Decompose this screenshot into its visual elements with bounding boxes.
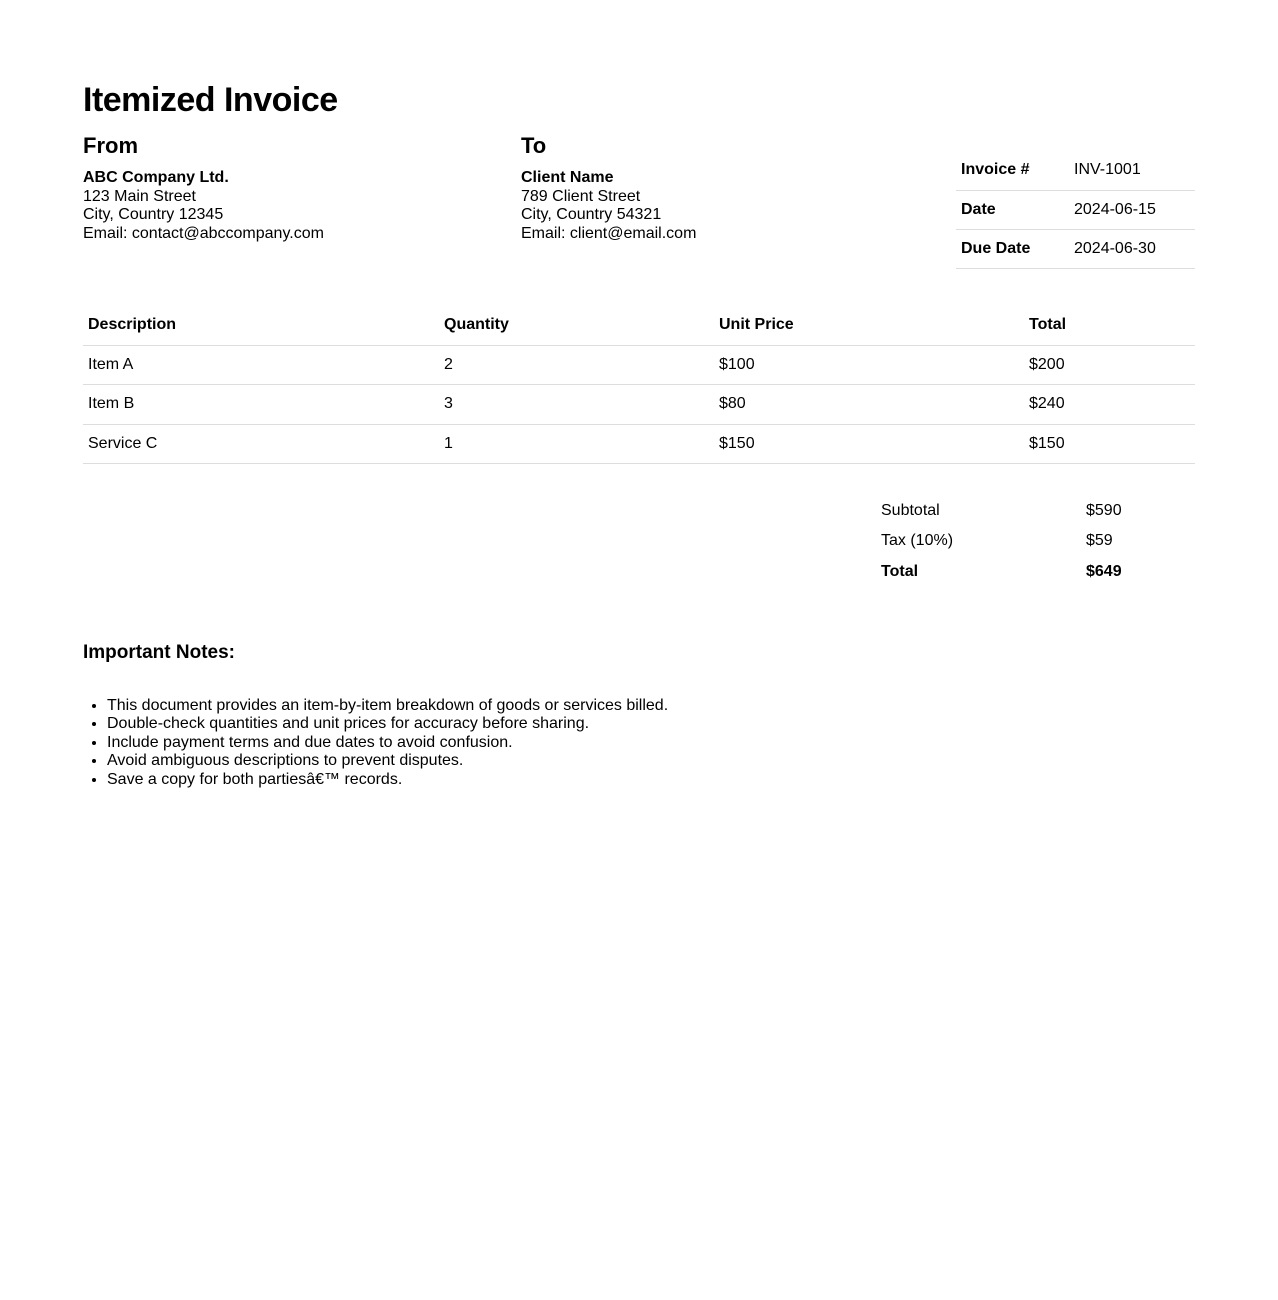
summary-row-subtotal: [876, 496, 1195, 526]
col-header-quantity: Quantity: [439, 306, 714, 345]
notes-heading: Important Notes:: [83, 642, 235, 664]
list-item: • This document provides an item-by-item breakdown of goods or services billed.: [107, 697, 1195, 715]
item-description: Service C: [83, 424, 439, 463]
header-row: [83, 306, 1195, 345]
to-city: City, Country 54321: [521, 206, 662, 224]
date-value: 2024-06-15: [1074, 200, 1156, 218]
table-row: [83, 345, 1195, 384]
from-address-block: [83, 169, 521, 243]
tax-value: $59: [1086, 532, 1113, 550]
item-quantity: 1: [439, 424, 714, 463]
meta-row-date: [956, 191, 1195, 230]
parties-section: [83, 133, 1195, 269]
from-heading: From: [83, 133, 138, 159]
list-item: • Double-check quantities and unit prices for accuracy before sharing.: [107, 715, 1195, 733]
to-client-name: Client Name: [521, 169, 614, 187]
summary-row-total: [876, 557, 1195, 587]
subtotal-value: $590: [1086, 501, 1122, 519]
subtotal-label: Subtotal: [881, 501, 940, 519]
due-date-value: 2024-06-30: [1074, 239, 1156, 257]
meta-row-due-date: [956, 230, 1195, 269]
tax-label: Tax (10%): [881, 532, 954, 550]
grand-total-value: $649: [1086, 562, 1122, 580]
col-header-unit-price: Unit Price: [714, 306, 1024, 345]
invoice-number-value: INV-1001: [1074, 161, 1141, 179]
meta-row-invoice-number: [956, 151, 1195, 190]
from-company-name: ABC Company Ltd.: [83, 169, 229, 187]
item-total: $200: [1024, 345, 1195, 384]
item-unit-price: $80: [714, 385, 1024, 424]
items-table: [83, 306, 1195, 464]
col-header-total: Total: [1024, 306, 1195, 345]
to-heading: To: [521, 133, 547, 159]
invoice-number-label: Invoice #: [961, 161, 1030, 179]
from-city: City, Country 12345: [83, 206, 224, 224]
item-quantity: 3: [439, 385, 714, 424]
to-email: Email: client@email.com: [521, 224, 697, 242]
list-item: • Include payment terms and due dates to avoid confusion.: [107, 734, 1195, 752]
to-section: [521, 133, 956, 243]
grand-total-label: Total: [881, 562, 919, 580]
notes-list: [83, 697, 1195, 789]
from-street: 123 Main Street: [83, 187, 196, 205]
list-item: • Avoid ambiguous descriptions to prevent disputes.: [107, 752, 1195, 770]
from-section: [83, 133, 521, 243]
summary-row-tax: [876, 526, 1195, 556]
invoice-meta-table: [956, 151, 1195, 269]
date-label: Date: [961, 200, 996, 218]
item-total: $150: [1024, 424, 1195, 463]
to-street: 789 Client Street: [521, 187, 641, 205]
item-unit-price: $100: [714, 345, 1024, 384]
summary-section: [876, 496, 1195, 587]
items-table-header: [83, 306, 1195, 345]
page-title: Itemized Invoice: [83, 81, 338, 119]
list-item: • Save a copy for both partiesâ€™ records.: [107, 771, 1195, 789]
item-unit-price: $150: [714, 424, 1024, 463]
item-total: $240: [1024, 385, 1195, 424]
from-email: Email: contact@abccompany.com: [83, 224, 324, 242]
item-description: Item A: [83, 345, 439, 384]
item-quantity: 2: [439, 345, 714, 384]
due-date-label: Due Date: [961, 239, 1031, 257]
to-address-block: [521, 169, 956, 243]
table-row: [83, 424, 1195, 463]
table-row: [83, 385, 1195, 424]
col-header-description: Description: [83, 306, 439, 345]
item-description: Item B: [83, 385, 439, 424]
